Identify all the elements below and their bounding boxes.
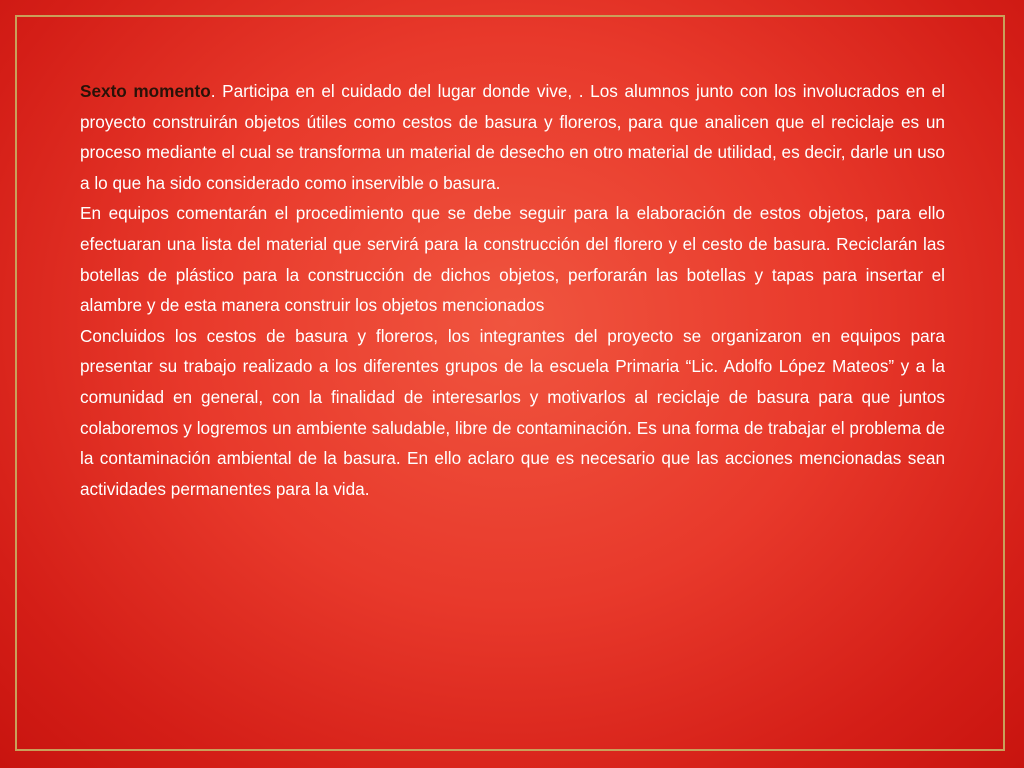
paragraph-2: En equipos comentarán el procedimiento que se debe seguir para la elaboración de estos objetos, para ello efectuaran una lista del material que servirá para la construcción del florero y el cesto de basura. Reciclarán las botellas de plástico para la construcción de dichos objetos, perforarán las botellas y tapas para insertar el alambre y de esta manera construir los objetos mencionados	[80, 203, 945, 316]
paragraph-1-text: . Participa en el cuidado del lugar donde vive, . Los alumnos junto con los involucrados en el proyecto construirán objetos útiles como cestos de basura y floreros, para que analicen que el reciclaje es un proceso mediante el cual se transforma un material de desecho en otro material de utilidad, es decir, darle un uso a lo que ha sido considerado como inservible o basura.	[80, 81, 945, 193]
paragraph-sexto-momento	[80, 76, 945, 198]
heading-term: Sexto momento	[80, 81, 211, 101]
slide-text-body	[80, 76, 945, 504]
paragraph-3: Concluidos los cestos de basura y floreros, los integrantes del proyecto se organizaron en equipos para presentar su trabajo realizado a los diferentes grupos de la escuela Primaria “Lic. Adolfo López Mateos” y a la comunidad en general, con la finalidad de interesarlos y motivarlos al reciclaje de basura para que juntos colaboremos y logremos un ambiente saludable, libre de contaminación. Es una forma de trabajar el problema de la contaminación ambiental de la basura. En ello aclaro que es necesario que las acciones mencionadas sean actividades permanentes para la vida.	[80, 325, 945, 499]
